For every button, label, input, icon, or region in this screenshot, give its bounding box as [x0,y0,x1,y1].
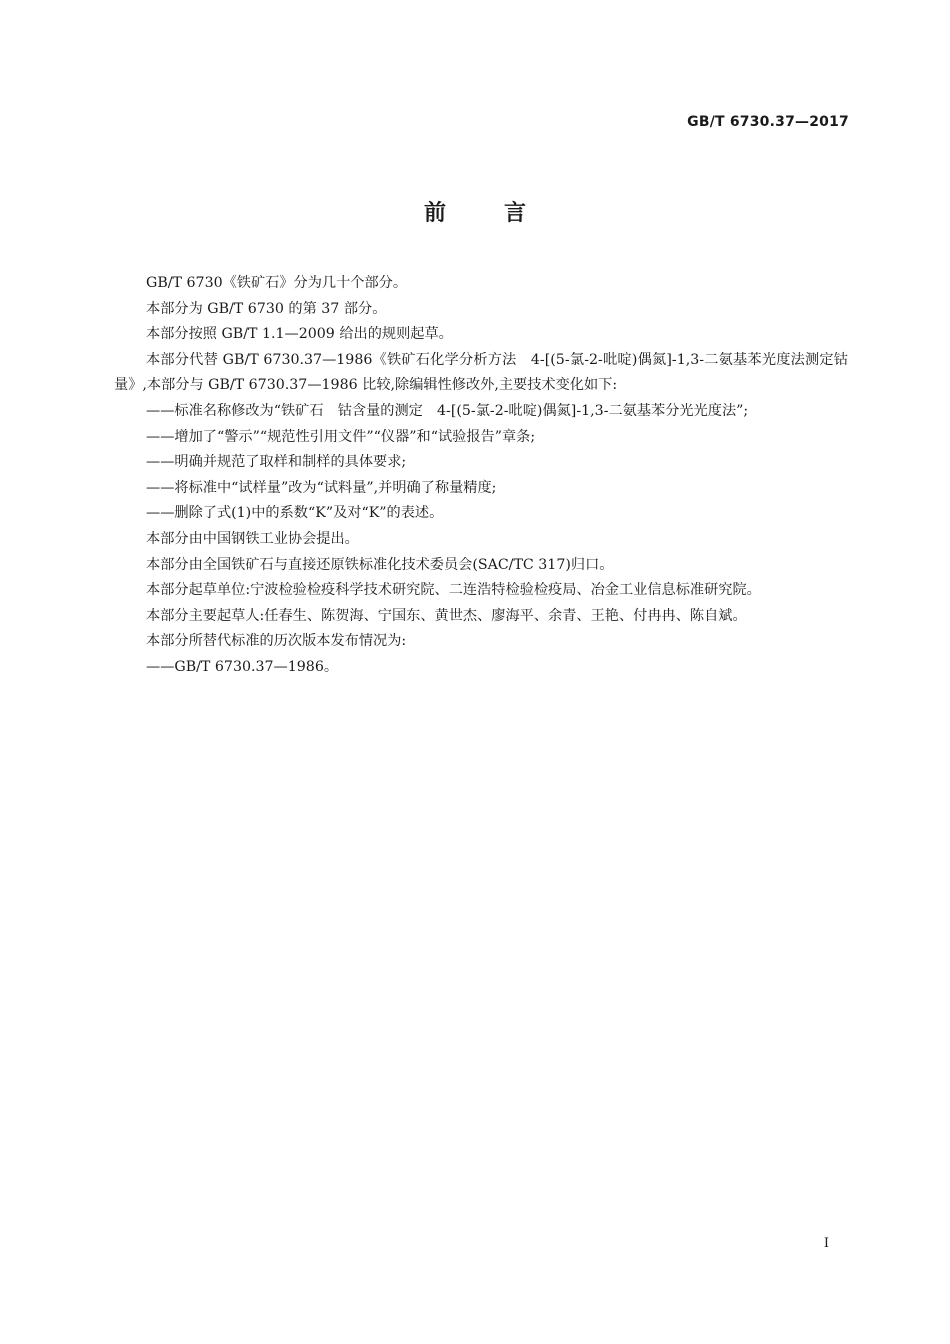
page-number: I [823,1236,829,1251]
info-line: 本部分所替代标准的历次版本发布情况为: [146,633,407,650]
info-line: 本部分由全国铁矿石与直接还原铁标准化技术委员会(SAC/TC 317)归口。 [146,556,614,573]
foreword-body [114,271,848,681]
paragraph: 本部分按照 GB/T 1.1—2009 给出的规则起草。 [146,326,453,343]
info-line: 本部分主要起草人:任春生、陈贺海、宁国东、黄世杰、廖海平、余青、王艳、付冉冉、陈自斌。 [146,607,747,624]
change-item: ——将标准中“试样量”改为“试料量”,并明确了称量精度; [146,479,497,496]
info-line: 本部分由中国钢铁工业协会提出。 [146,530,359,547]
standard-code: GB/T 6730.37—2017 [687,114,849,130]
previous-version-item: ——GB/T 6730.37—1986。 [146,658,339,675]
title-char-1: 前 [423,201,446,226]
title-char-2: 言 [504,201,527,226]
paragraph: GB/T 6730《铁矿石》分为几十个部分。 [146,275,408,291]
paragraph: 本部分为 GB/T 6730 的第 37 部分。 [146,300,387,317]
change-item: ——删除了式(1)中的系数“K”及对“K”的表述。 [146,505,444,522]
change-item: ——标准名称修改为“铁矿石 钴含量的测定 4-[(5-氯-2-吡啶)偶氮]-1,3-二氨基苯分光光度法”; [146,402,749,419]
paragraph-replacement: 本部分代替 GB/T 6730.37—1986《铁矿石化学分析方法 4-[(5-氯-2-吡啶)偶氮]-1,3-二氨基苯光度法测定钴量》,本部分与 GB/T 6730.37—1986 比较,除编辑性修改外,主要技术变化如下: [114,351,848,394]
info-line: 本部分起草单位:宁波检验检疫科学技术研究院、二连浩特检验检疫局、冶金工业信息标准研究院。 [146,582,761,599]
change-item: ——明确并规范了取样和制样的具体要求; [146,454,407,471]
page-title [0,196,950,227]
change-item: ——增加了“警示”“规范性引用文件”“仪器”和“试验报告”章条; [146,428,536,445]
